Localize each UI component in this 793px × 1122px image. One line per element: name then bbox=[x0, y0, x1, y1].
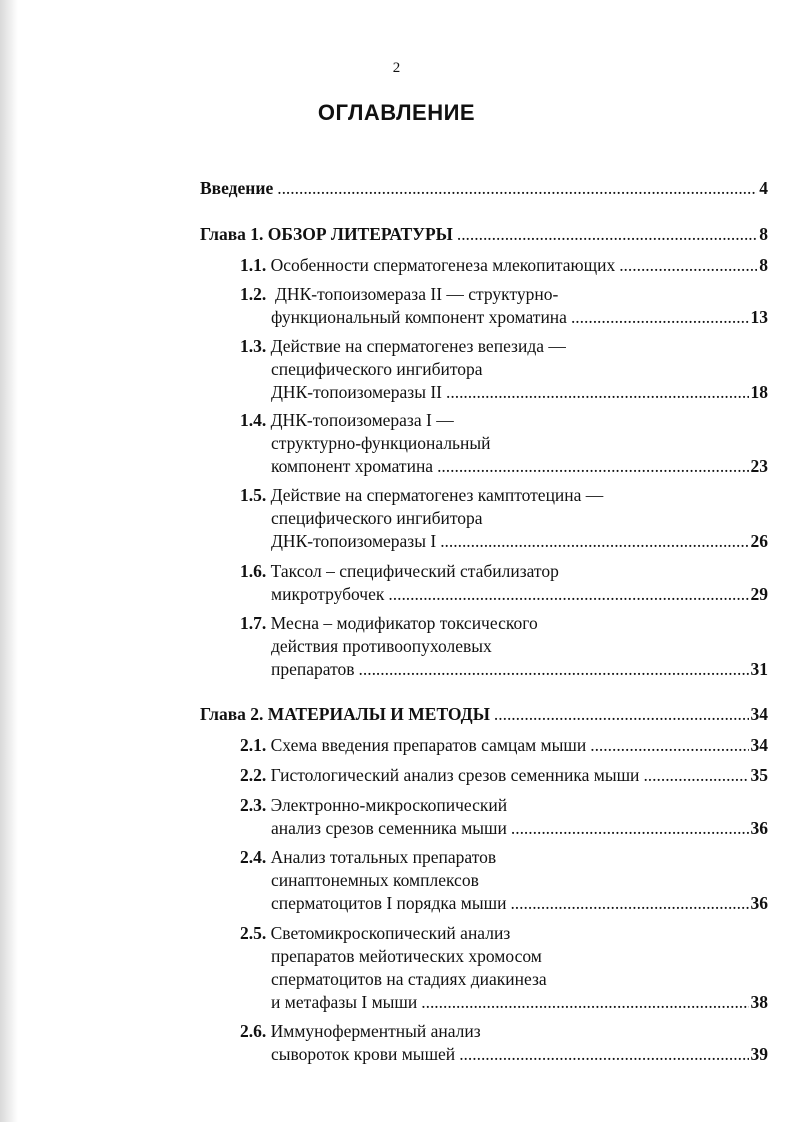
toc-entry-1-6[interactable] bbox=[240, 560, 768, 606]
toc-page-number: 13 bbox=[750, 307, 768, 327]
toc-page-number: 31 bbox=[750, 659, 768, 679]
section-number: 2.2. bbox=[240, 765, 267, 785]
toc-page-number: 23 bbox=[750, 456, 768, 476]
toc-page-number: 29 bbox=[750, 584, 768, 604]
toc-entry-text: Глава 1. ОБЗОР ЛИТЕРАТУРЫ bbox=[200, 224, 453, 244]
toc-entry-text: Действие на сперматогенез вепезида — bbox=[270, 336, 566, 356]
toc-entry-2-6[interactable] bbox=[240, 1020, 768, 1066]
toc-page-number: 38 bbox=[750, 992, 768, 1012]
section-number: 1.5. bbox=[240, 485, 267, 505]
toc-entry-text: и метафазы I мыши bbox=[271, 992, 418, 1012]
toc-entry-text: Введение bbox=[200, 178, 274, 198]
dot-leader bbox=[457, 223, 757, 246]
toc-entry-text: сперматоцитов I порядка мыши bbox=[271, 893, 507, 913]
dot-leader bbox=[421, 991, 748, 1014]
toc-entry-text: специфического ингибитора bbox=[271, 359, 483, 379]
toc-entry-text: Электронно-микроскопический bbox=[270, 795, 508, 815]
section-number: 1.7. bbox=[240, 613, 267, 633]
toc-entry-1-5[interactable] bbox=[240, 484, 768, 553]
toc-page-number: 26 bbox=[750, 531, 768, 551]
section-number: 2.4. bbox=[240, 847, 267, 867]
toc-entry-text: Глава 2. МАТЕРИАЛЫ И МЕТОДЫ bbox=[200, 704, 490, 724]
toc-entry-text: сывороток крови мышей bbox=[271, 1044, 456, 1064]
toc-entry-introduction[interactable] bbox=[200, 177, 768, 200]
toc-entry-2-1[interactable] bbox=[240, 734, 768, 757]
dot-leader bbox=[571, 306, 749, 329]
toc-entry-2-2[interactable] bbox=[240, 764, 768, 787]
dot-leader bbox=[643, 764, 748, 787]
toc-entry-text: ДНК-топоизомераза I — bbox=[270, 410, 454, 430]
toc-page-number: 8 bbox=[759, 255, 768, 275]
dot-leader bbox=[590, 734, 748, 757]
toc-page-number: 39 bbox=[750, 1044, 768, 1064]
toc-entry-chapter-1[interactable] bbox=[200, 223, 768, 246]
toc-entry-text: функциональный компонент хроматина bbox=[271, 307, 567, 327]
toc-entry-2-3[interactable] bbox=[240, 794, 768, 840]
toc-entry-text: анализ срезов семенника мыши bbox=[271, 818, 507, 838]
toc-entry-1-2[interactable] bbox=[240, 283, 768, 329]
toc-entry-text: сперматоцитов на стадиях диакинеза bbox=[271, 969, 547, 989]
toc-entry-text: Иммуноферментный анализ bbox=[270, 1021, 481, 1041]
toc-entry-text: Особенности сперматогенеза млекопитающих bbox=[270, 255, 616, 275]
toc-entry-text: ДНК-топоизомеразы II bbox=[271, 382, 443, 402]
toc-entry-text: ДНК-топоизомераза II — структурно- bbox=[275, 284, 559, 304]
toc-entry-text: Таксол – специфический стабилизатор bbox=[270, 561, 559, 581]
toc-entry-2-5[interactable] bbox=[240, 922, 768, 1014]
toc-page-number: 35 bbox=[750, 765, 768, 785]
section-number: 2.5. bbox=[240, 923, 267, 943]
dot-leader bbox=[619, 254, 757, 277]
toc-entry-text: Схема введения препаратов самцам мыши bbox=[270, 735, 587, 755]
toc-entry-text: Действие на сперматогенез камптотецина — bbox=[270, 485, 604, 505]
toc-entry-text: препаратов мейотических хромосом bbox=[271, 946, 542, 966]
toc-entry-1-1[interactable] bbox=[240, 254, 768, 277]
section-number: 2.1. bbox=[240, 735, 267, 755]
toc-entry-text: Светомикроскопический анализ bbox=[270, 923, 511, 943]
toc-entry-text: специфического ингибитора bbox=[271, 508, 483, 528]
toc-entry-text: синаптонемных комплексов bbox=[271, 870, 479, 890]
dot-leader bbox=[437, 455, 748, 478]
toc-entry-text: компонент хроматина bbox=[271, 456, 434, 476]
toc-entry-text: препаратов bbox=[271, 659, 355, 679]
toc-page-number: 8 bbox=[759, 224, 768, 244]
section-number: 1.3. bbox=[240, 336, 267, 356]
section-number: 1.6. bbox=[240, 561, 267, 581]
section-number: 1.2. bbox=[240, 284, 267, 304]
toc-entry-chapter-2[interactable] bbox=[200, 703, 768, 726]
toc-entry-text: микротрубочек bbox=[271, 584, 385, 604]
dot-leader bbox=[446, 381, 748, 404]
dot-leader bbox=[459, 1043, 748, 1066]
toc-entry-1-4[interactable] bbox=[240, 409, 768, 478]
toc-page-number: 34 bbox=[750, 735, 768, 755]
dot-leader bbox=[277, 177, 757, 200]
dot-leader bbox=[510, 892, 748, 915]
toc-entry-text: ДНК-топоизомеразы I bbox=[271, 531, 437, 551]
toc-page-number: 4 bbox=[759, 178, 768, 198]
dot-leader bbox=[440, 530, 748, 553]
dot-leader bbox=[388, 583, 748, 606]
section-number: 2.3. bbox=[240, 795, 267, 815]
dot-leader bbox=[494, 703, 749, 726]
toc-entry-text: Месна – модификатор токсического bbox=[270, 613, 538, 633]
toc-entry-1-3[interactable] bbox=[240, 335, 768, 404]
toc-page-number: 18 bbox=[750, 382, 768, 402]
toc-page-number: 36 bbox=[750, 818, 768, 838]
page-number: 2 bbox=[392, 60, 401, 76]
toc-page-number: 34 bbox=[750, 704, 768, 724]
toc-entry-2-4[interactable] bbox=[240, 846, 768, 915]
page-title: ОГЛАВЛЕНИЕ bbox=[317, 100, 476, 125]
dot-leader bbox=[359, 658, 749, 681]
section-number: 1.1. bbox=[240, 255, 267, 275]
toc-page-number: 36 bbox=[750, 893, 768, 913]
dot-leader bbox=[511, 817, 749, 840]
toc-entry-text: структурно-функциональный bbox=[271, 433, 491, 453]
section-number: 2.6. bbox=[240, 1021, 267, 1041]
toc-entry-text: действия противоопухолевых bbox=[271, 636, 492, 656]
toc-entry-text: Гистологический анализ срезов семенника мыши bbox=[270, 765, 640, 785]
section-number: 1.4. bbox=[240, 410, 267, 430]
toc-entry-text: Анализ тотальных препаратов bbox=[270, 847, 497, 867]
toc-entry-1-7[interactable] bbox=[240, 612, 768, 681]
